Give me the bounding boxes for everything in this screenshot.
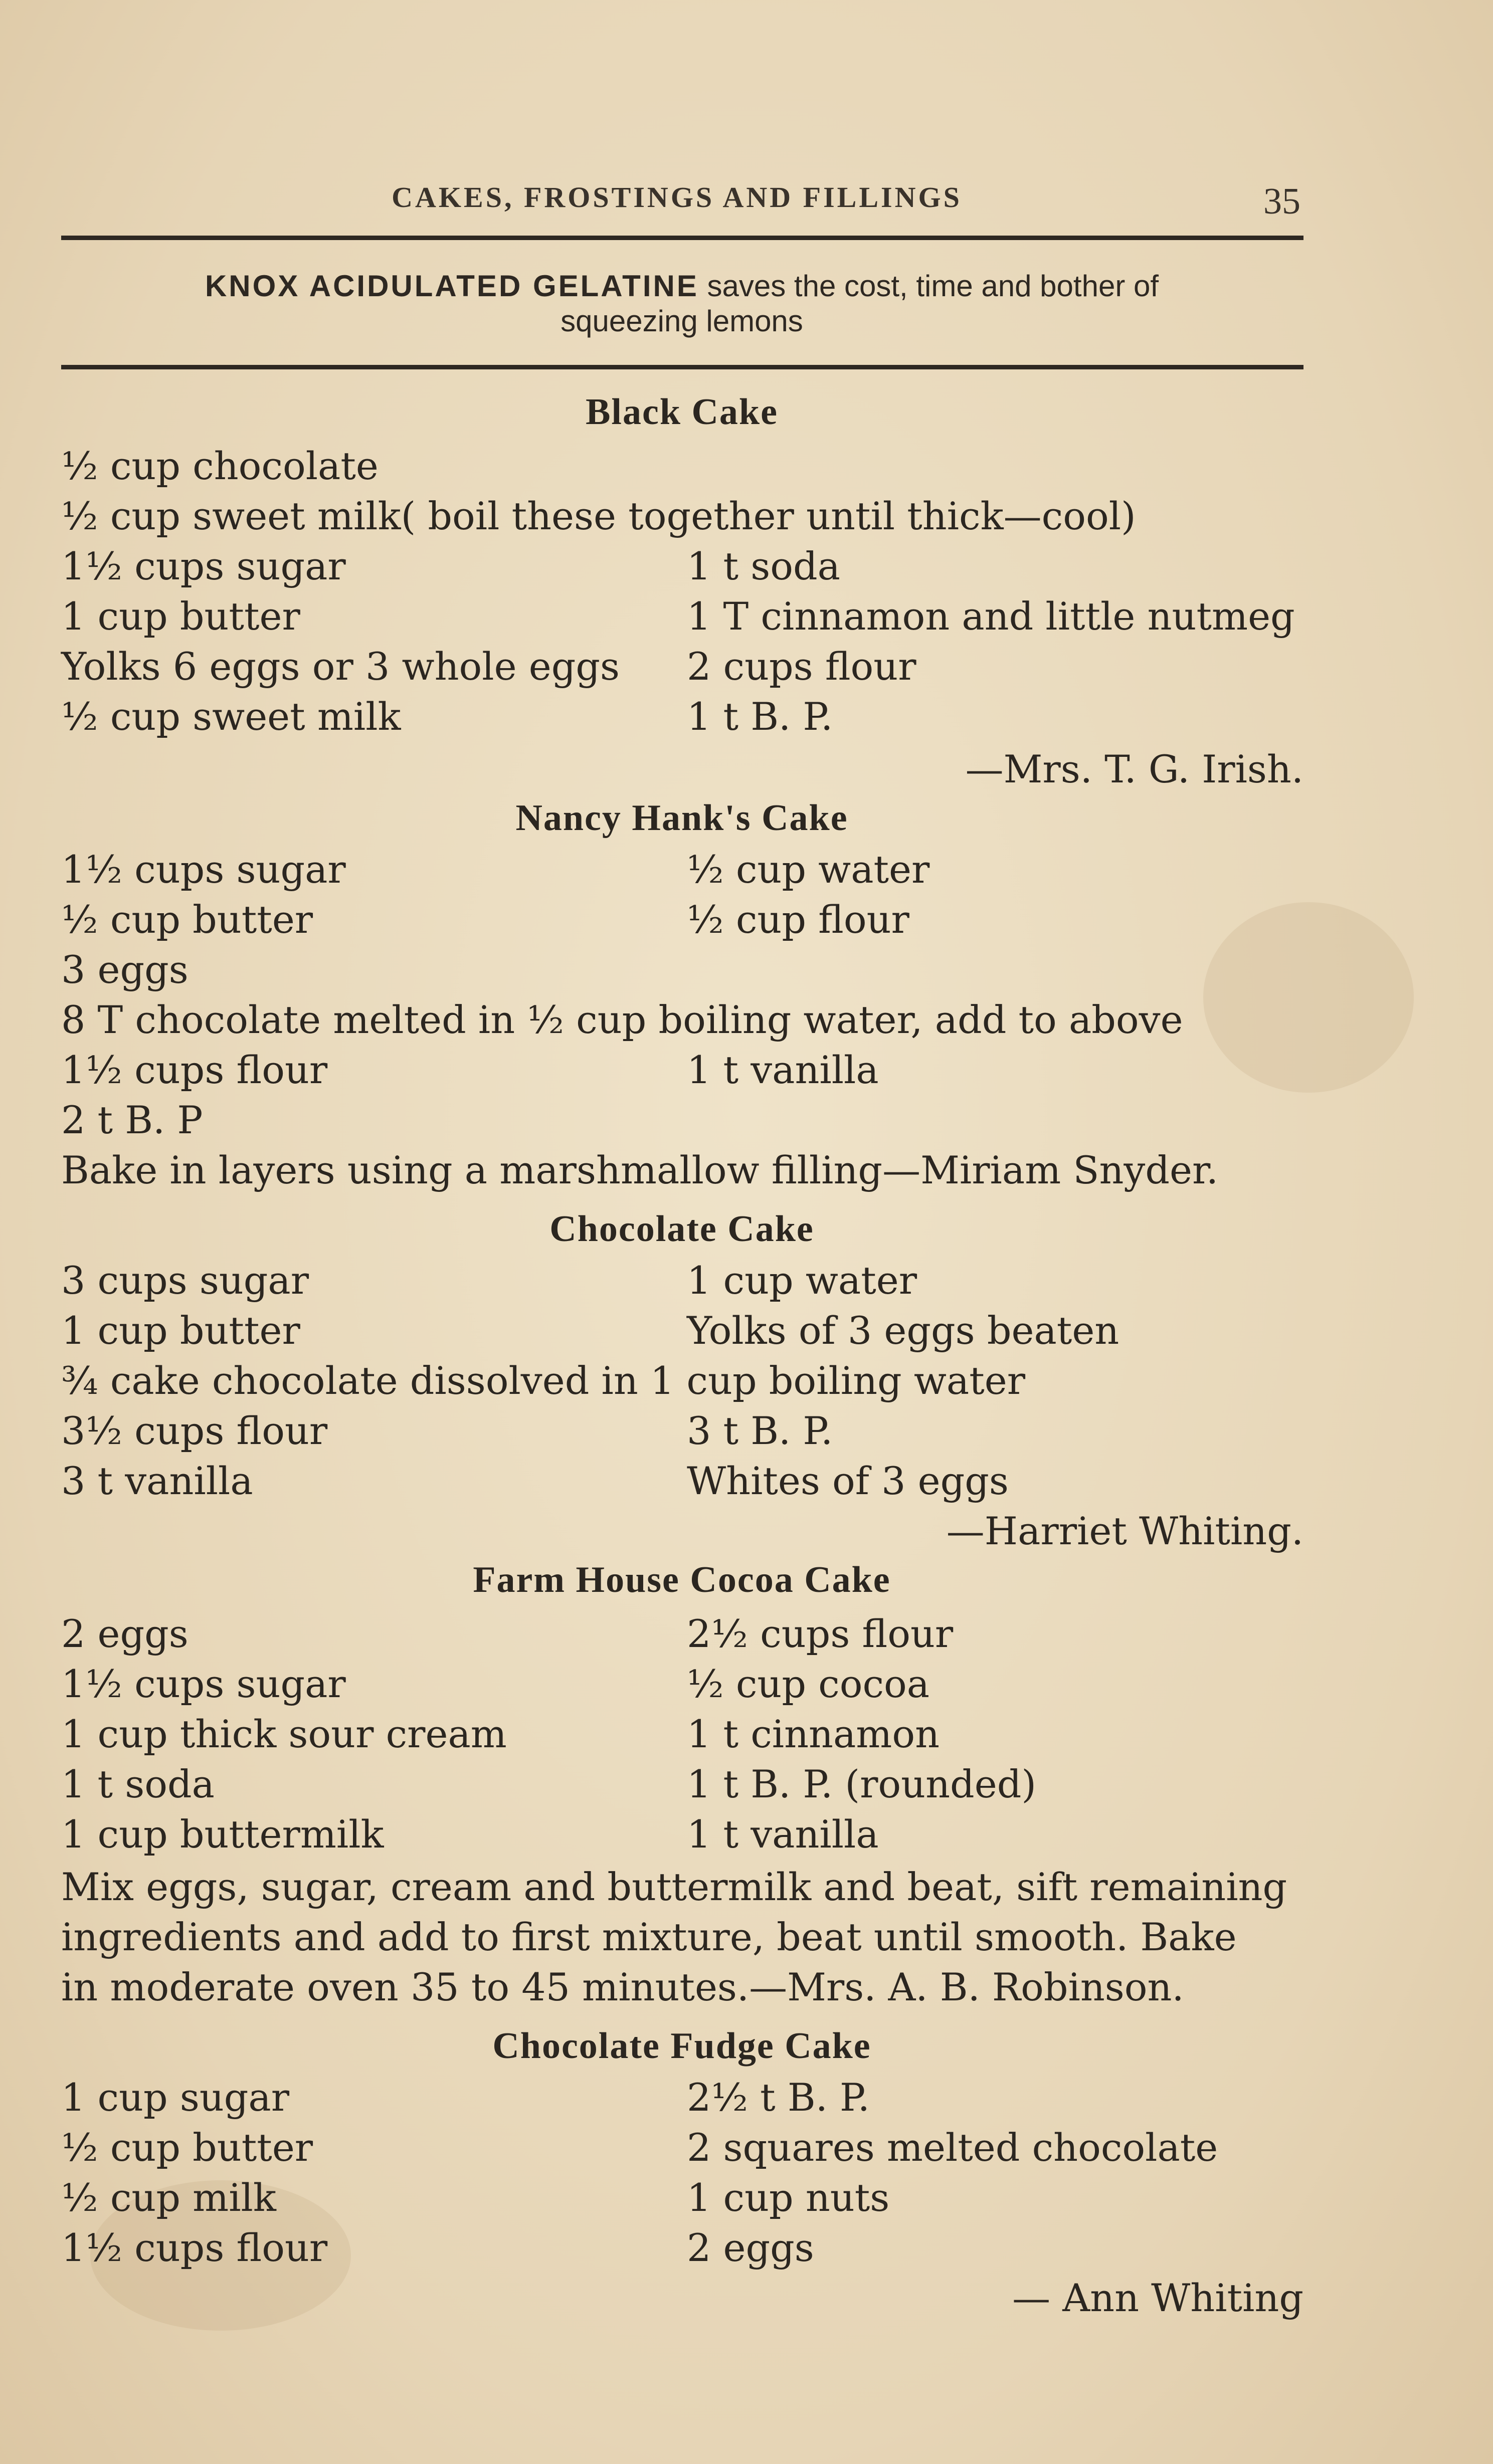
ingredient-left: 1 cup butter: [61, 1308, 300, 1353]
ingredient-right: 2 eggs: [687, 2225, 814, 2270]
recipe-title-farm-house-cocoa-cake: Farm House Cocoa Cake: [473, 1559, 891, 1600]
ingredient-line: ½ cup sweet milk( boil these together until thick—cool): [61, 494, 1136, 538]
ingredient-left: 1 cup thick sour cream: [61, 1712, 507, 1756]
ingredient-right: 1 cup water: [687, 1258, 917, 1303]
ingredient-right: ½ cup cocoa: [687, 1662, 930, 1706]
ingredient-right: 2 cups flour: [687, 644, 916, 689]
ingredient-line: 8 T chocolate melted in ½ cup boiling water, add to above: [61, 997, 1183, 1042]
ingredient-right: 2½ t B. P.: [687, 2075, 870, 2120]
ingredient-left: 1 t soda: [61, 1762, 215, 1806]
ingredient-right: 2 squares melted chocolate: [687, 2125, 1218, 2170]
page-number: 35: [1263, 181, 1300, 222]
ingredient-left: 1 cup buttermilk: [61, 1812, 384, 1857]
ingredient-right: 1 t soda: [687, 544, 840, 588]
ingredient-left: Yolks 6 eggs or 3 whole eggs: [61, 644, 620, 689]
ingredient-left: 1½ cups sugar: [61, 544, 346, 588]
recipe-title-chocolate-fudge-cake: Chocolate Fudge Cake: [492, 2025, 871, 2067]
ingredient-right: Whites of 3 eggs: [687, 1459, 1009, 1503]
recipe-instructions: Bake in layers using a marshmallow filling—Miriam Snyder.: [61, 1148, 1219, 1192]
recipe-instructions: Mix eggs, sugar, cream and buttermilk and beat, sift remaining: [61, 1865, 1287, 1909]
ingredient-left: 1½ cups sugar: [61, 1662, 346, 1706]
running-header: CAKES, FROSTINGS AND FILLINGS: [392, 181, 962, 214]
recipe-credit: —Harriet Whiting.: [946, 1509, 1303, 1553]
ingredient-left: 2 t B. P: [61, 1098, 203, 1142]
ingredient-left: 3 eggs: [61, 947, 189, 992]
banner-brand: KNOX ACIDULATED GELATINE: [205, 269, 699, 303]
recipe-credit: — Ann Whiting: [1012, 2276, 1303, 2320]
ingredient-left: 2 eggs: [61, 1611, 189, 1656]
ingredient-right: ½ cup flour: [687, 897, 909, 942]
ingredient-right: 1 t vanilla: [687, 1048, 879, 1092]
recipe-title-black-cake: Black Cake: [586, 391, 778, 433]
ingredient-line: ½ cup chocolate: [61, 444, 379, 488]
ingredient-line: ¾ cake chocolate dissolved in 1 cup boiling water: [61, 1358, 1026, 1403]
advertisement-banner: [80, 269, 1283, 339]
banner-text-2: squeezing lemons: [561, 304, 803, 338]
recipe-instructions: in moderate oven 35 to 45 minutes.—Mrs. A. B. Robinson.: [61, 1965, 1184, 2009]
ingredient-right: Yolks of 3 eggs beaten: [687, 1308, 1119, 1353]
recipe-title-chocolate-cake: Chocolate Cake: [549, 1208, 814, 1250]
ingredient-left: 1½ cups flour: [61, 1048, 328, 1092]
ingredient-right: 1 t cinnamon: [687, 1712, 940, 1756]
ingredient-right: ½ cup water: [687, 847, 930, 892]
ingredient-right: 1 t B. P.: [687, 694, 833, 739]
banner-rule: [61, 365, 1303, 369]
ingredient-left: ½ cup butter: [61, 2125, 313, 2170]
ingredient-left: 1½ cups sugar: [61, 847, 346, 892]
ingredient-left: ½ cup butter: [61, 897, 313, 942]
ingredient-left: 3 cups sugar: [61, 1258, 309, 1303]
recipe-credit: —Mrs. T. G. Irish.: [965, 747, 1303, 791]
ingredient-left: 1½ cups flour: [61, 2225, 328, 2270]
ingredient-left: 3 t vanilla: [61, 1459, 253, 1503]
ingredient-left: 1 cup sugar: [61, 2075, 290, 2120]
ingredient-left: 3½ cups flour: [61, 1408, 328, 1453]
ingredient-right: 1 t vanilla: [687, 1812, 879, 1857]
ingredient-right: 3 t B. P.: [687, 1408, 833, 1453]
ingredient-left: 1 cup butter: [61, 594, 300, 639]
ingredient-right: 1 cup nuts: [687, 2175, 890, 2220]
header-rule: [61, 236, 1303, 240]
ingredient-left: ½ cup sweet milk: [61, 694, 401, 739]
ingredient-right: 1 T cinnamon and little nutmeg: [687, 594, 1295, 639]
ingredient-right: 2½ cups flour: [687, 1611, 954, 1656]
banner-text-1: saves the cost, time and bother of: [698, 269, 1159, 303]
ingredient-right: 1 t B. P. (rounded): [687, 1762, 1036, 1806]
recipe-instructions: ingredients and add to first mixture, beat until smooth. Bake: [61, 1915, 1237, 1959]
ingredient-left: ½ cup milk: [61, 2175, 276, 2220]
recipe-title-nancy-hanks-cake: Nancy Hank's Cake: [515, 797, 848, 839]
